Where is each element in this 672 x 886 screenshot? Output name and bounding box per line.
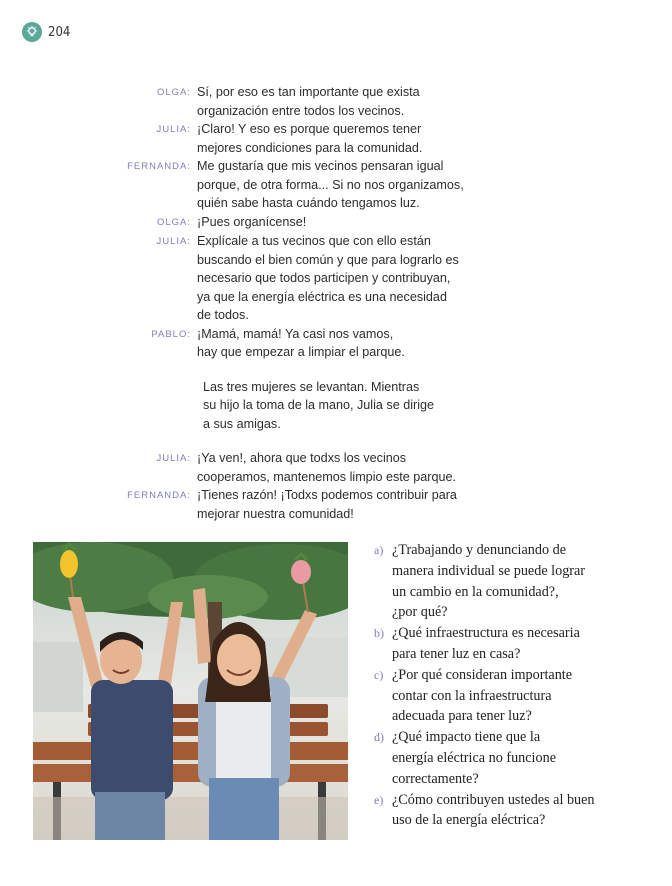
narration-line: a sus amigas.: [203, 416, 281, 431]
question-text: [392, 540, 627, 623]
question-item: [374, 540, 654, 623]
question-line: correctamente?: [392, 770, 479, 787]
speech-line: quién sabe hasta cuándo tengamos luz.: [197, 196, 420, 210]
questions-list: [374, 540, 654, 831]
speech-line: ¡Pues organícense!: [197, 214, 307, 229]
question-text: [392, 727, 627, 789]
question-line: contar con la infraestructura: [392, 687, 552, 704]
page-number: [22, 22, 70, 42]
speaker-name: PABLO:: [151, 328, 191, 340]
question-text: [392, 790, 627, 832]
question-text: [392, 623, 627, 665]
speech-text: [197, 120, 472, 157]
speech-line: cooperamos, mantenemos limpio este parque.: [197, 469, 457, 484]
speaker-name: OLGA:: [156, 87, 191, 98]
dialogue-line: [0, 449, 672, 486]
speech-text: [197, 486, 472, 523]
dialogue: [0, 83, 672, 523]
page-number-text: 204: [48, 24, 71, 40]
dialogue-line: [0, 83, 672, 120]
dialogue-line: [0, 120, 672, 157]
question-line: adecuada para tener luz?: [392, 708, 532, 725]
question-line: ¿Qué infraestructura es necesaria: [392, 625, 580, 642]
speech-line: porque, de otra forma... Si no nos organizamos,: [197, 177, 464, 192]
question-item: [374, 790, 654, 832]
narration-line: Las tres mujeres se levantan. Mientras: [203, 379, 420, 394]
speech-text: [197, 449, 472, 486]
narration-line: su hijo la toma de la mano, Julia se dirige: [203, 398, 435, 412]
speech-line: Me gustaría que mis vecinos pensaran igual: [197, 159, 444, 173]
question-line: para tener luz en casa?: [392, 645, 521, 662]
speech-line: ¡Mamá, mamá! Ya casi nos vamos,: [197, 326, 394, 341]
question-line: uso de la energía eléctrica?: [392, 812, 546, 829]
speaker-name: OLGA:: [156, 216, 191, 228]
question-line: ¿Qué impacto tiene que la: [392, 729, 541, 746]
question-letter: c): [374, 667, 384, 682]
question-line: manera individual se puede lograr: [392, 562, 586, 579]
children-photo: [33, 542, 348, 840]
speech-line: Explícale a tus vecinos que con ello están: [197, 234, 431, 248]
speech-line: necesario que todos participen y contribuyan,: [197, 271, 451, 285]
speech-line: ¡Claro! Y eso es porque queremos tener: [197, 122, 422, 136]
dialogue-line: [0, 157, 672, 213]
speech-line: de todos.: [197, 308, 249, 322]
question-item: [374, 727, 654, 789]
speech-line: ¡Tienes razón! ¡Todxs podemos contribuir para: [197, 488, 457, 502]
speaker-name: JULIA:: [156, 236, 191, 247]
speech-line: hay que empezar a limpiar el parque.: [197, 345, 405, 359]
question-line: ¿Por qué consideran importante: [392, 666, 573, 683]
question-letter: b): [374, 626, 384, 641]
speech-line: ¡Ya ven!, ahora que todxs los vecinos: [197, 451, 407, 465]
dialogue-line: [0, 213, 672, 233]
speech-text: [197, 232, 472, 325]
question-line: un cambio en la comunidad?,: [392, 583, 559, 600]
speech-line: Sí, por eso es tan importante que exista: [197, 85, 420, 99]
speech-text: [197, 213, 472, 232]
dialogue-line: [0, 325, 672, 362]
speech-text: [197, 325, 472, 362]
question-line: ¿por qué?: [392, 604, 448, 621]
question-line: ¿Cómo contribuyen ustedes al buen: [392, 791, 595, 808]
lightbulb-icon: [22, 22, 42, 42]
narration: [203, 378, 473, 434]
speaker-name: FERNANDA:: [127, 490, 191, 501]
speech-line: mejores condiciones para la comunidad.: [197, 140, 423, 155]
speech-text: [197, 83, 472, 120]
speaker-name: FERNANDA:: [127, 161, 191, 172]
dialogue-line: [0, 232, 672, 325]
question-line: ¿Trabajando y denunciando de: [392, 542, 567, 558]
question-letter: a): [374, 543, 384, 557]
speech-line: mejorar nuestra comunidad!: [197, 506, 354, 521]
question-text: [392, 665, 627, 727]
speech-line: organización entre todos los vecinos.: [197, 103, 405, 118]
question-letter: d): [374, 730, 384, 745]
question-line: energía eléctrica no funcione: [392, 749, 556, 766]
question-item: [374, 665, 654, 727]
speech-text: [197, 157, 472, 213]
speech-line: ya que la energía eléctrica es una necesidad: [197, 289, 447, 304]
question-item: [374, 623, 654, 665]
speech-line: buscando el bien común y que para lograrlo es: [197, 252, 459, 267]
dialogue-line: [0, 486, 672, 523]
speaker-name: JULIA:: [156, 124, 191, 135]
speaker-name: JULIA:: [156, 453, 191, 464]
question-letter: e): [374, 792, 384, 807]
